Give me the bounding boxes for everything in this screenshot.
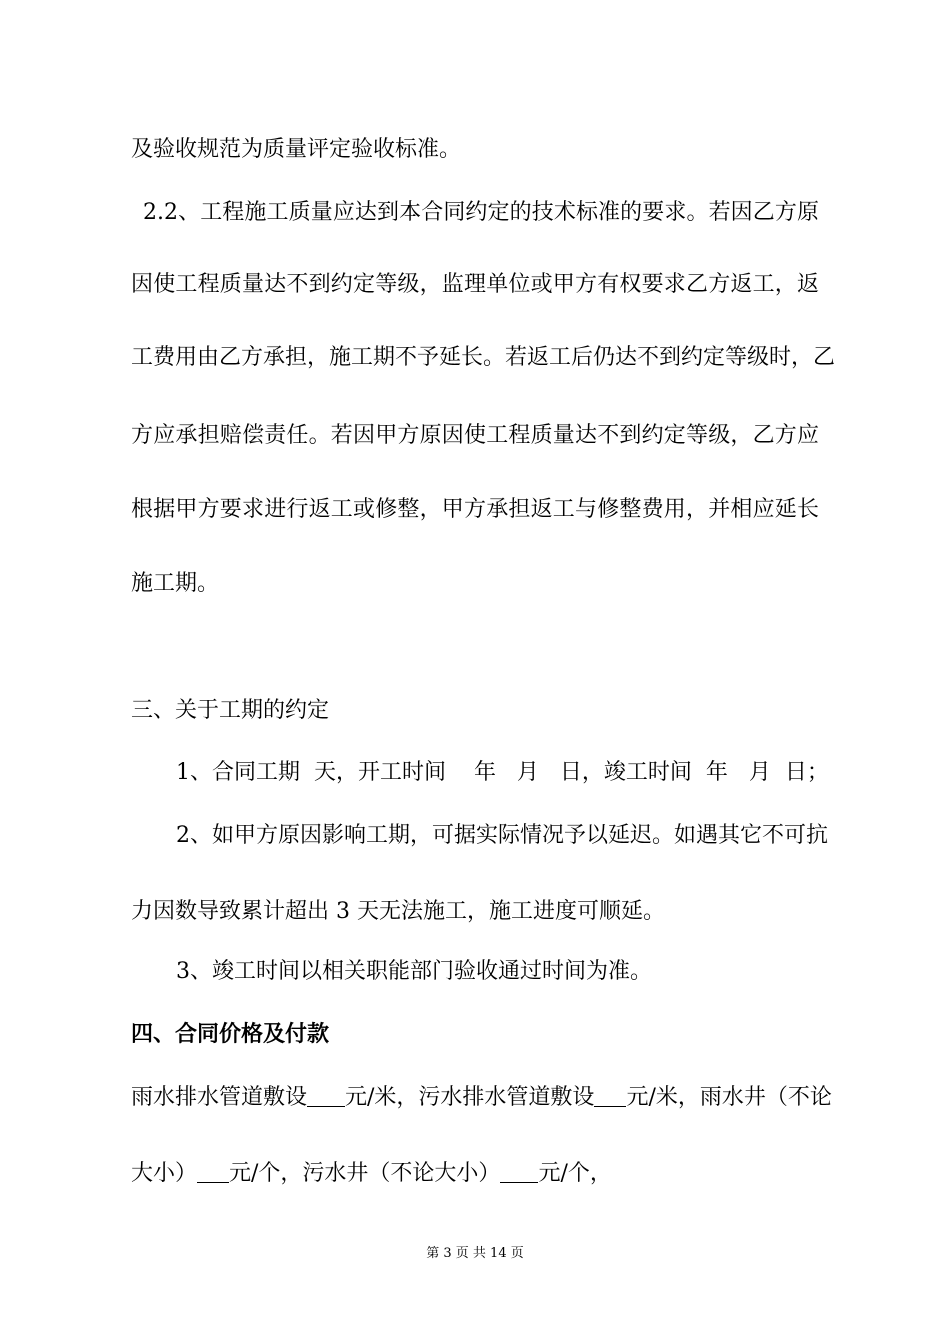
price-text: 雨水排水管道敷设 [131,1085,308,1110]
paragraph-line: 因使工程质量达不到约定等级，监理单位或甲方有权要求乙方返工，返 [131,272,819,297]
price-text: 元/个， [538,1161,612,1186]
paragraph-line: 方应承担赔偿责任。若因甲方原因使工程质量达不到约定等级，乙方应 [131,423,819,448]
section-heading-price: 四、合同价格及付款 [131,1021,330,1047]
price-text: 大小） [131,1161,198,1186]
price-blank [307,1084,345,1107]
price-text: 元/米，污水排水管道敷设 [345,1085,595,1110]
paragraph-line: 施工期。 [131,571,220,596]
schedule-item-1: 1、合同工期 天，开工时间 年 月 日，竣工时间 年 月 日； [176,760,829,785]
price-blank [500,1160,538,1183]
schedule-item-2-line1: 2、如甲方原因影响工期，可据实际情况予以延迟。如遇其它不可抗 [176,823,828,848]
schedule-item-2-line2: 力因数导致累计超出 3 天无法施工，施工进度可顺延。 [131,899,665,924]
paragraph-line: 根据甲方要求进行返工或修整，甲方承担返工与修整费用，并相应延长 [131,497,819,522]
price-text: 元/个，污水井（不论大小） [229,1161,501,1186]
price-text: 元/米，雨水井（不论 [626,1085,832,1110]
price-blank [197,1160,229,1183]
paragraph-line: 2.2、工程施工质量应达到本合同约定的技术标准的要求。若因乙方原 [143,200,819,225]
price-line-2 [131,1160,612,1188]
paragraph-line: 工费用由乙方承担，施工期不予延长。若返工后仍达不到约定等级时，乙 [131,345,836,370]
price-blank [594,1084,626,1107]
section-heading-schedule: 三、关于工期的约定 [131,698,330,723]
price-line-1 [131,1084,832,1112]
paragraph-line: 及验收规范为质量评定验收标准。 [131,137,462,162]
page-number-footer: 第 3 页 共 14 页 [426,1246,524,1261]
schedule-item-3: 3、竣工时间以相关职能部门验收通过时间为准。 [176,959,652,984]
